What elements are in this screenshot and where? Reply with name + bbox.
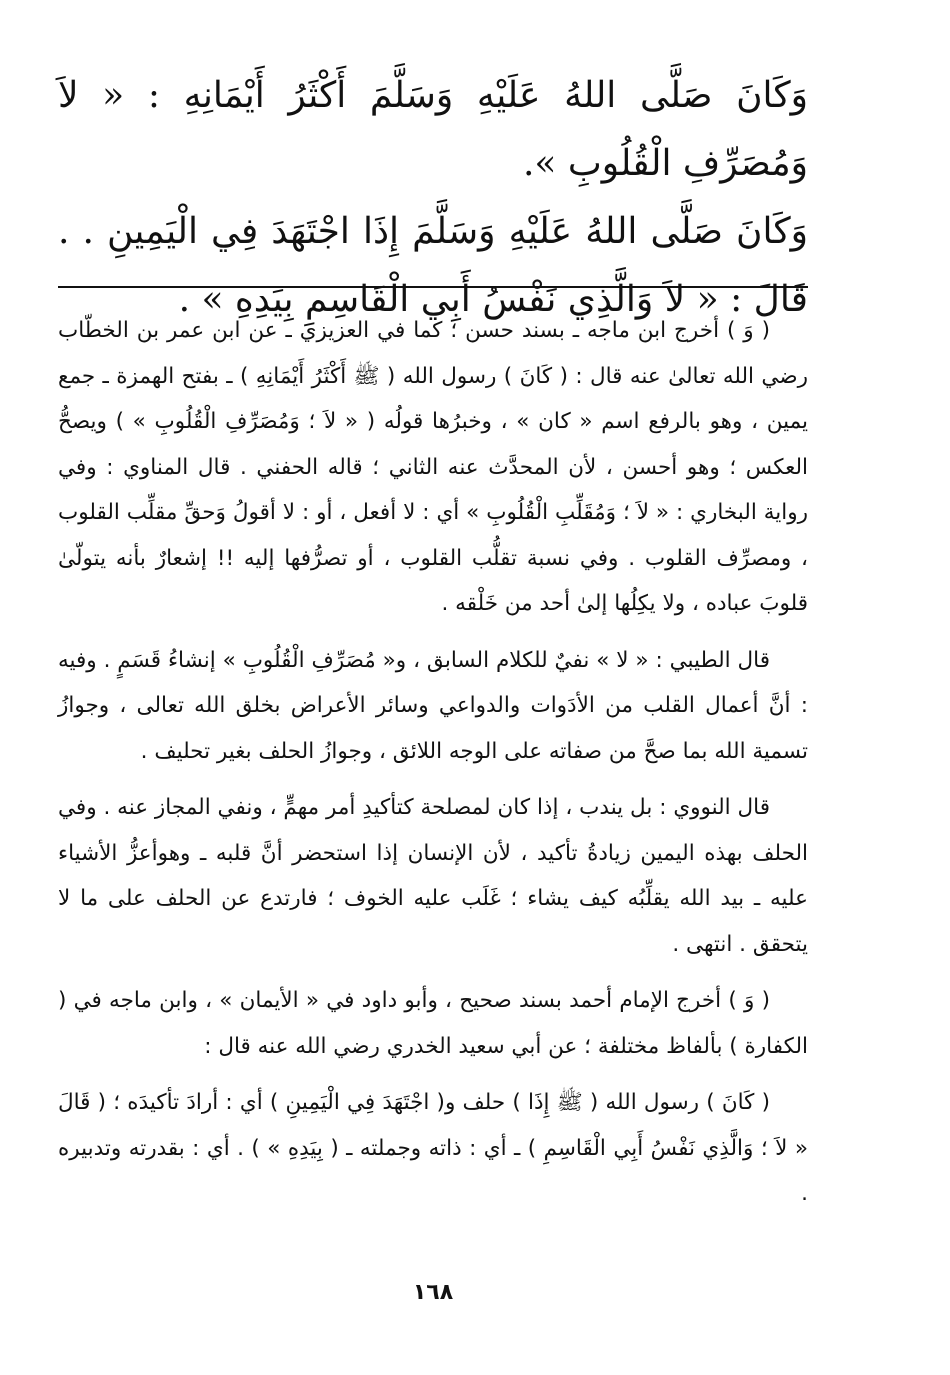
commentary-paragraph-4: ( وَ ) أخرج الإمام أحمد بسند صحيح ، وأبو داود في « الأيمان » ، وابن ماجه في ( الكفارة ) بألفاظ مختلفة ؛ عن أبي سعيد الخدري رضي الله عنه قال : (58, 988, 808, 1059)
hadith-text (58, 62, 808, 334)
commentary-paragraph-1: ( وَ ) أخرج ابن ماجه ـ بسند حسن ؛ كما في العزيزي ـ عن ابن عمر بن الخطّاب رضي الله تعالىٰ عنه قال : ( كَانَ ) رسول الله ( ﷺ أَكْثَرُ أَيْمَانِهِ ) ـ بفتح الهمزة ـ جمع يمين ، وهو بالرفع اسم « كان » ، وخبرُها قولُه ( « لاَ ؛ وَمُصَرِّفِ الْقُلُوبِ » ) ويصحُّ العكس ؛ وهو أحسن ، لأن المحدَّث عنه الثاني ؛ قاله الحفني . قال المناوي : وفي رواية البخاري : « لاَ ؛ وَمُقَلِّبِ الْقُلُوبِ » أي : لا أفعل ، أو : لا أقولُ وَحقِّ مقلِّب القلوب ، ومصرِّف القلوب . وفي نسبة تقلُّب القلوب ، أو تصرُّفها إليه !! إشعارٌ بأنه يتولّىٰ قلوبَ عباده ، ولا يكِلُها إلىٰ أحد من خَلْقه . (58, 318, 808, 616)
separator-rule (58, 286, 808, 288)
commentary-paragraph-2: قال الطيبي : « لا » نفيٌ للكلام السابق ، و« مُصَرِّفِ الْقُلُوبِ » إنشاءُ قَسَمٍ . وفيه : أنَّ أعمال القلب من الأدَوات والدواعي وسائر الأعراض بخلق الله تعالى ، وجوازُ تسمية الله بما صحَّ من صفاته على الوجه اللائق ، وجوازُ الحلف بغير تحليف . (58, 647, 808, 764)
commentary-paragraph-3: قال النووي : بل يندب ، إذا كان لمصلحة كتأكيدِ أمر مهمٍّ ، ونفي المجاز عنه . وفي الحلف بهذه اليمين زيادةُ تأكيد ، لأن الإنسان إذا استحضر أنَّ قلبه ـ وهوأعزُّ الأشياء عليه ـ بيد الله يقلِّبُه كيف يشاء ؛ غَلَب عليه الخوف ؛ فارتدع عن الحلف على ما لا يتحقق . انتهى . (58, 795, 808, 957)
book-page (58, 62, 808, 1322)
commentary-text (58, 308, 808, 1228)
page-number: ١٦٨ (412, 1280, 454, 1305)
commentary-paragraph-5: ( كَانَ ) رسول الله ( ﷺ إِذَا ) حلف و( اجْتَهَدَ فِي الْيَمِينِ ) أي : أرادَ تأكيدَه ؛ ( قَالَ « لاَ ؛ وَالَّذِي نَفْسُ أَبِي الْقَاسِمِ ) ـ أي : ذاته وجملته ـ ( بِيَدِهِ » ) . أي : بقدرته وتدبيره . (58, 1090, 808, 1206)
hadith-paragraph-1: وَكَانَ صَلَّى اللهُ عَلَيْهِ وَسَلَّمَ أَكْثَرُ أَيْمَانِهِ : « لاَ وَمُصَرِّفِ الْقُلُوبِ ». (58, 75, 808, 184)
hadith-paragraph-2: وَكَانَ صَلَّى اللهُ عَلَيْهِ وَسَلَّمَ إِذَا اجْتَهَدَ فِي الْيَمِينِ . . قَالَ : « لاَ وَالَّذِي نَفْسُ أَبِي الْقَاسِمِ بِيَدِهِ » . (58, 211, 808, 320)
